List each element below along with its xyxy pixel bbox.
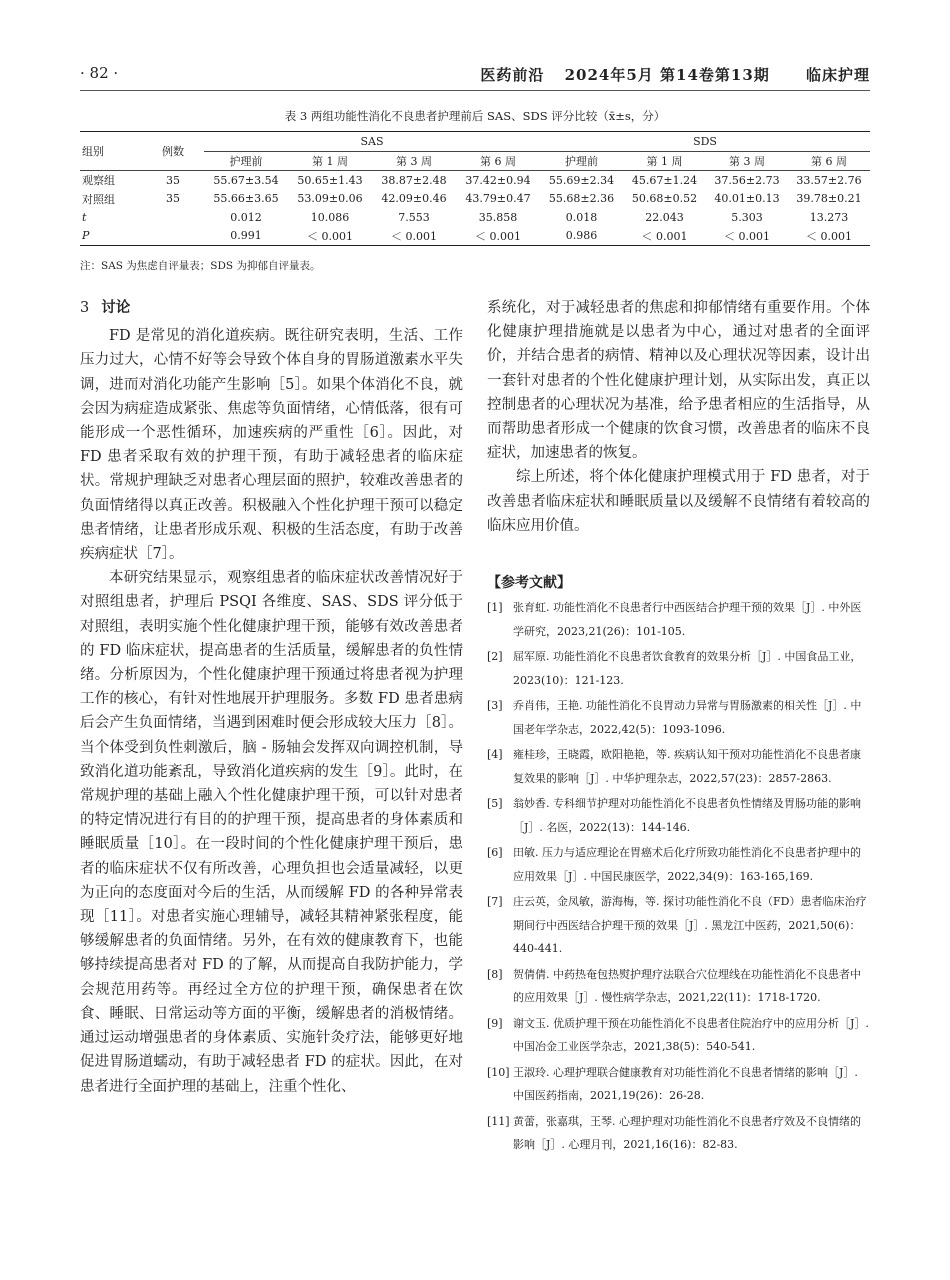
reference-item xyxy=(487,890,870,961)
cell: 39.78±0.21 xyxy=(796,192,862,206)
cell: 33.57±2.76 xyxy=(796,173,862,187)
references-title: 【参考文献】 xyxy=(487,575,571,591)
journal-info xyxy=(466,64,870,85)
row-label: 观察组 xyxy=(82,174,115,188)
reference-item xyxy=(487,1061,870,1108)
reference-index: [5] xyxy=(487,797,503,810)
cell: 38.87±2.48 xyxy=(381,173,447,187)
reference-item xyxy=(487,694,870,741)
cell: 55.66±3.65 xyxy=(213,192,279,206)
paragraph: FD 是常见的消化道疾病。既往研究表明，生活、工作压力过大，心情不好等会导致个体自身的胃肠道激素水平失调，进而对消化功能产生影响［5］。如果个体消化不良，就会因为病症造成紧张、焦虑等负面情绪，心情低落，很有可能形成一个恶性循环，加速疾病的严重性［6］。因此，对 FD 患者采取有效的护理干预，有助于减轻患者的临床症状。常规护理缺乏对患者心理层面的照护，较难改善患者的负面情绪得以真正改善。积极融入个性化护理干预可以稳定患者情绪，让患者形成乐观、积极的生活态度，有助于改善疾病症状［7］。 xyxy=(80,328,463,563)
reference-text: 张育虹. 功能性消化不良患者行中西医结合护理干预的效果［J］. 中外医学研究，2023,21(26)：101-105. xyxy=(513,601,862,638)
paragraph: 综上所述，将个体化健康护理模式用于 FD 患者，对于改善患者临床症状和睡眠质量以及缓解不良情绪有着较高的临床应用价值。 xyxy=(487,469,870,534)
section-number: 3 xyxy=(80,300,90,316)
left-column xyxy=(80,296,463,1099)
table-row xyxy=(80,171,870,190)
subheader: 第 1 周 xyxy=(623,151,706,171)
cell: ＜ 0.001 xyxy=(706,227,788,246)
reference-text: 贺倩倩. 中药热奄包热熨护理疗法联合穴位埋线在功能性消化不良患者中的应用效果［J］. 慢性病学杂志，2021,22(11)：1718-1720. xyxy=(513,967,861,1004)
cell: 0.012 xyxy=(230,210,262,224)
reference-text: 屈军原. 功能性消化不良患者饮食教育的效果分析［J］. 中国食品工业，2023(10)：121-123. xyxy=(513,650,862,687)
row-label: 对照组 xyxy=(82,192,115,206)
section-title: 讨论 xyxy=(101,299,131,316)
reference-index: [1] xyxy=(487,601,503,614)
reference-item xyxy=(487,1110,870,1157)
row-label: P xyxy=(80,227,142,246)
cell: 45.67±1.24 xyxy=(631,173,698,187)
subheader: 第 6 周 xyxy=(788,151,870,171)
page-header xyxy=(80,60,870,88)
cell: 55.69±2.34 xyxy=(548,173,615,187)
reference-item xyxy=(487,963,870,1010)
row-count xyxy=(142,227,204,246)
references-list xyxy=(487,596,870,1159)
reference-item xyxy=(487,596,870,643)
cell: ＜ 0.001 xyxy=(788,227,870,246)
reference-index: [11] xyxy=(487,1114,510,1128)
row-label: t xyxy=(82,210,87,224)
header-rule xyxy=(80,90,870,91)
journal-section: 临床护理 xyxy=(805,66,870,84)
reference-item xyxy=(487,841,870,888)
cell: 40.01±0.13 xyxy=(714,192,780,206)
reference-item xyxy=(487,743,870,790)
cell: 0.986 xyxy=(540,227,623,246)
reference-item xyxy=(487,792,870,839)
subheader: 第 3 周 xyxy=(372,151,456,171)
reference-index: [2] xyxy=(487,650,503,663)
cell: ＜ 0.001 xyxy=(623,227,706,246)
table-row xyxy=(80,227,870,246)
cell: 22.043 xyxy=(645,210,684,224)
reference-item xyxy=(487,1012,870,1059)
cell: 5.303 xyxy=(731,210,763,224)
cell: 53.09±0.06 xyxy=(297,192,363,206)
cell: ＜ 0.001 xyxy=(372,227,456,246)
subheader: 护理前 xyxy=(204,151,288,171)
reference-index: [6] xyxy=(487,846,503,859)
table-caption: 表 3 两组功能性消化不良患者护理前后 SAS、SDS 评分比较（x̄±s，分） xyxy=(284,109,666,123)
subheader: 第 1 周 xyxy=(288,151,372,171)
reference-index: [9] xyxy=(487,1016,503,1030)
page-number: · 82 · xyxy=(80,64,119,82)
header-count: 例数 xyxy=(142,132,204,171)
cell: ＜ 0.001 xyxy=(456,227,540,246)
reference-text: 田敏. 压力与适应理论在胃癌术后化疗所致功能性消化不良患者护理中的应用效果［J］. 中国民康医学，2022,34(9)：163-165,169. xyxy=(513,846,861,883)
header-sas: SAS xyxy=(204,132,540,152)
cell: 13.273 xyxy=(809,210,849,224)
subheader: 第 3 周 xyxy=(706,151,788,171)
reference-index: [8] xyxy=(487,967,503,981)
paragraph: 本研究结果显示，观察组患者的临床症状改善情况好于对照组患者，护理后 PSQI 各维度、SAS、SDS 评分低于对照组，表明实施个性化健康护理干预，能够有效改善患者的 FD 临床症状，提高患者的生活质量，缓解患者的负性情绪。分析原因为，个性化健康护理干预通过将患者视为护理工作的核心，有针对性地展开护理服务。多数 FD 患者患病后会产生负面情绪，当遇到困难时便会形成较大压力［8］。当个体受到负性刺激后，脑 - 肠轴会发挥双向调控机制，导致消化道功能紊乱，导致消化道疾病的发生［9］。此时，在常规护理的基础上融入个性化健康护理干预，可以针对患者的特定情况进行有目的的护理干预，提高患者的身体素质和睡眠质量［10］。在一段时间的个性化健康护理干预后，患者的临床症状不仅有所改善，心理负担也会适量减轻，以更为正向的态度面对今后的生活，从而缓解 FD 的各种异常表现［11］。对患者实施心理辅导，减轻其精神紧张程度，能够缓解患者的负面情绪。另外，在有效的健康教育下，也能够持续提高患者对 FD 的了解，从而提高自我防护能力，学会规范用药等。再经过全方位的护理干预，确保患者在饮食、睡眠、日常运动等方面的平衡，缓解患者的消极情绪。通过运动增强患者的身体素质、实施针灸疗法，能够更好地促进胃肠道蠕动，有助于减轻患者 FD 的症状。因此，在对患者进行全面护理的基础上，注重个性化、 xyxy=(80,570,463,1095)
reference-text: 翁妙香. 专科细节护理对功能性消化不良患者负性情绪及胃肠功能的影响［J］. 名医，2022(13)：144-146. xyxy=(513,797,861,834)
cell: 0.991 xyxy=(204,227,288,246)
section-heading xyxy=(80,296,463,320)
cell: 0.018 xyxy=(565,210,598,224)
reference-text: 乔肖伟，王艳. 功能性消化不良胃动力异常与胃肠激素的相关性［J］. 中国老年学杂志，2022,42(5)：1093-1096. xyxy=(513,699,862,736)
header-group: 组别 xyxy=(80,132,142,171)
cell: 55.67±3.54 xyxy=(213,173,279,187)
row-count: 35 xyxy=(166,173,180,187)
reference-item xyxy=(487,645,870,692)
cell: 50.68±0.52 xyxy=(631,192,698,206)
cell: 50.65±1.43 xyxy=(297,173,363,187)
paragraph: 系统化，对于减轻患者的焦虑和抑郁情绪有重要作用。个体化健康护理措施就是以患者为中心，通过对患者的全面评价，并结合患者的病情、精神以及心理状况等因素，设计出一套针对患者的个性化健康护理计划，从实际出发，真正以控制患者的心理状况为基准，给予患者相应的生活指导，从而帮助患者形成一个健康的饮食习惯，改善患者的临床不良症状，加速患者的恢复。 xyxy=(487,300,870,462)
cell: 55.68±2.36 xyxy=(548,192,615,206)
subheader: 护理前 xyxy=(540,151,623,171)
row-count xyxy=(142,208,204,227)
reference-index: [10] xyxy=(487,1065,510,1079)
reference-text: 谢文玉. 优质护理干预在功能性消化不良患者住院治疗中的应用分析［J］. 中国冶金工业医学杂志，2021,38(5)：540-541. xyxy=(513,1016,869,1053)
table-note: 注：SAS 为焦虑自评量表；SDS 为抑郁自评量表。 xyxy=(80,260,321,272)
cell: 35.858 xyxy=(478,210,518,224)
reference-text: 庄云英，金凤敏，游海梅，等. 探讨功能性消化不良（FD）患者临床治疗期间行中西医结合护理干预的效果［J］. 黑龙江中医药，2021,50(6)：440-441. xyxy=(513,895,867,955)
cell: 10.086 xyxy=(310,210,350,224)
row-count: 35 xyxy=(166,192,180,206)
cell: 37.56±2.73 xyxy=(714,173,780,187)
right-column xyxy=(487,296,870,538)
reference-index: [3] xyxy=(487,699,503,712)
reference-index: [7] xyxy=(487,895,503,908)
reference-text: 黄蕾，张嘉琪，王琴. 心理护理对功能性消化不良患者疗效及不良情绪的影响［J］. 心理月刊，2021,16(16)：82-83. xyxy=(513,1114,861,1151)
cell: 42.09±0.46 xyxy=(381,192,447,206)
cell: ＜ 0.001 xyxy=(288,227,372,246)
cell: 37.42±0.94 xyxy=(465,173,531,187)
cell: 43.79±0.47 xyxy=(465,192,531,206)
table-row xyxy=(80,208,870,227)
cell: 7.553 xyxy=(398,210,430,224)
table-row xyxy=(80,190,870,209)
reference-text: 雍桂珍，王晓霞，欧阳艳艳，等. 疾病认知干预对功能性消化不良患者康复效果的影响［J］. 中华护理杂志，2022,57(23)：2857-2863. xyxy=(513,748,861,785)
journal-issue: 2024年5月 第14卷第13期 xyxy=(564,66,770,84)
reference-index: [4] xyxy=(487,748,503,761)
header-sds: SDS xyxy=(540,132,870,152)
journal-name: 医药前沿 xyxy=(480,66,545,84)
reference-text: 王淑玲. 心理护理联合健康教育对功能性消化不良患者情绪的影响［J］. 中国医药指南，2021,19(26)：26-28. xyxy=(513,1065,858,1102)
subheader: 第 6 周 xyxy=(456,151,540,171)
table-sas-sds xyxy=(80,131,870,246)
